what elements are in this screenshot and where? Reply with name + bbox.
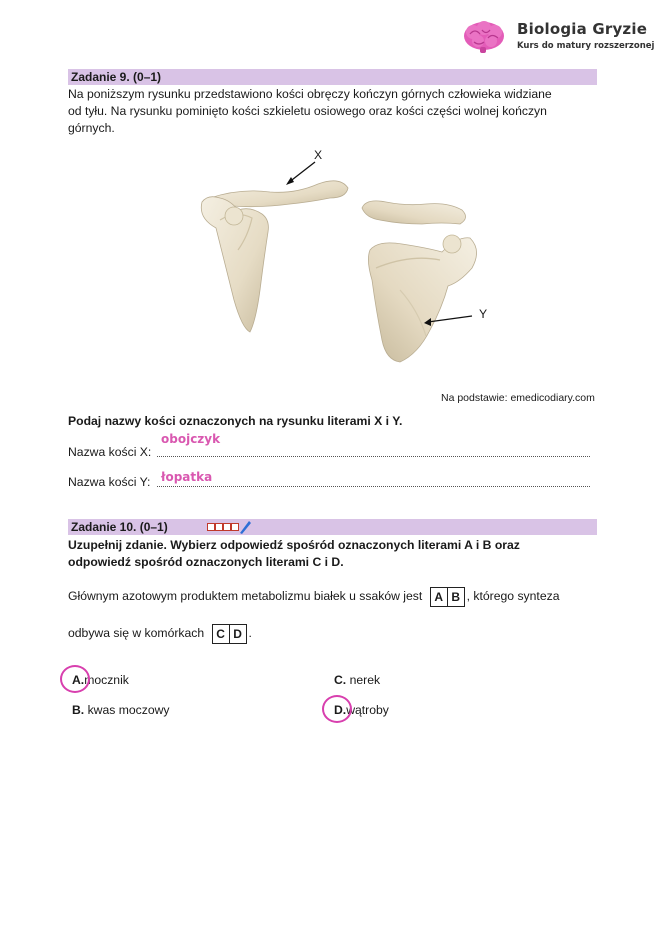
task9-title: Zadanie 9. (0–1) bbox=[71, 70, 162, 84]
task9-intro-line1: Na poniższym rysunku przedstawiono kości obręczy kończyn górnych człowieka widziane bbox=[68, 87, 552, 101]
option-c-text: nerek bbox=[349, 673, 381, 687]
choice-box-ab[interactable] bbox=[430, 587, 465, 607]
task9-intro-line3: górnych. bbox=[68, 121, 115, 135]
brand-title: Biologia Gryzie bbox=[517, 20, 648, 38]
bone-y-answer-line bbox=[157, 486, 590, 487]
task10-title: Zadanie 10. (0–1) bbox=[71, 520, 168, 534]
label-y: Y bbox=[479, 307, 488, 321]
option-b-text: kwas moczowy bbox=[87, 703, 170, 717]
option-b-letter: B. bbox=[72, 703, 85, 717]
choice-box-b[interactable]: B bbox=[447, 588, 464, 606]
brand-logo bbox=[462, 18, 655, 58]
choice-box-c[interactable]: C bbox=[216, 626, 225, 641]
option-d-letter: D. bbox=[334, 703, 347, 717]
image-source: Na podstawie: emedicodiary.com bbox=[441, 392, 595, 404]
right-clavicle bbox=[362, 201, 466, 224]
sentence-part2: , którego synteza bbox=[466, 589, 560, 603]
option-c[interactable] bbox=[334, 672, 380, 689]
task9-header-bar bbox=[68, 69, 597, 85]
bone-x-answer: obojczyk bbox=[161, 432, 221, 446]
option-c-letter: C. bbox=[334, 673, 347, 687]
task10-header-bar bbox=[68, 519, 597, 535]
option-a-text: mocznik bbox=[84, 673, 129, 687]
task10-instruction-line2: odpowiedź spośród oznaczonych literami C i D. bbox=[68, 555, 344, 569]
bone-x-answer-line bbox=[157, 456, 590, 457]
task10-instruction-line1: Uzupełnij zdanie. Wybierz odpowiedź spośród oznaczonych literami A i B oraz bbox=[68, 538, 520, 552]
option-d-text: wątroby bbox=[346, 703, 389, 717]
option-b[interactable] bbox=[72, 702, 170, 719]
option-a-letter: A. bbox=[72, 673, 85, 687]
task10-instruction bbox=[68, 537, 520, 571]
task9-intro bbox=[68, 86, 552, 137]
label-x: X bbox=[314, 148, 323, 162]
choice-box-a[interactable]: A bbox=[434, 589, 443, 604]
bone-y-label: Nazwa kości Y: bbox=[68, 475, 151, 489]
shoulder-girdle-illustration bbox=[190, 140, 520, 375]
task9-question: Podaj nazwy kości oznaczonych na rysunku literami X i Y. bbox=[68, 414, 403, 428]
sentence-part1: Głównym azotowym produktem metabolizmu białek u ssaków jest bbox=[68, 589, 423, 603]
task10-sentence-row2 bbox=[68, 622, 252, 644]
sentence-part3: odbywa się w komórkach bbox=[68, 626, 205, 640]
task10-sentence-row1 bbox=[68, 585, 559, 607]
choice-box-cd[interactable] bbox=[212, 624, 247, 644]
bone-x-label: Nazwa kości X: bbox=[68, 445, 152, 459]
choice-box-d[interactable]: D bbox=[229, 625, 246, 643]
sentence-end: . bbox=[248, 626, 252, 640]
task9-intro-line2: od tyłu. Na rysunku pominięto kości szkieletu osiowego oraz kości części wolnej kończyn bbox=[68, 104, 547, 118]
scoring-boxes-icon bbox=[207, 520, 253, 535]
selection-circle-d bbox=[322, 695, 352, 723]
brain-icon bbox=[462, 20, 506, 54]
brand-subtitle: Kurs do matury rozszerzonej bbox=[517, 41, 655, 51]
bone-y-answer: łopatka bbox=[161, 470, 213, 484]
selection-circle-a bbox=[60, 665, 90, 693]
right-scapula bbox=[368, 238, 476, 362]
